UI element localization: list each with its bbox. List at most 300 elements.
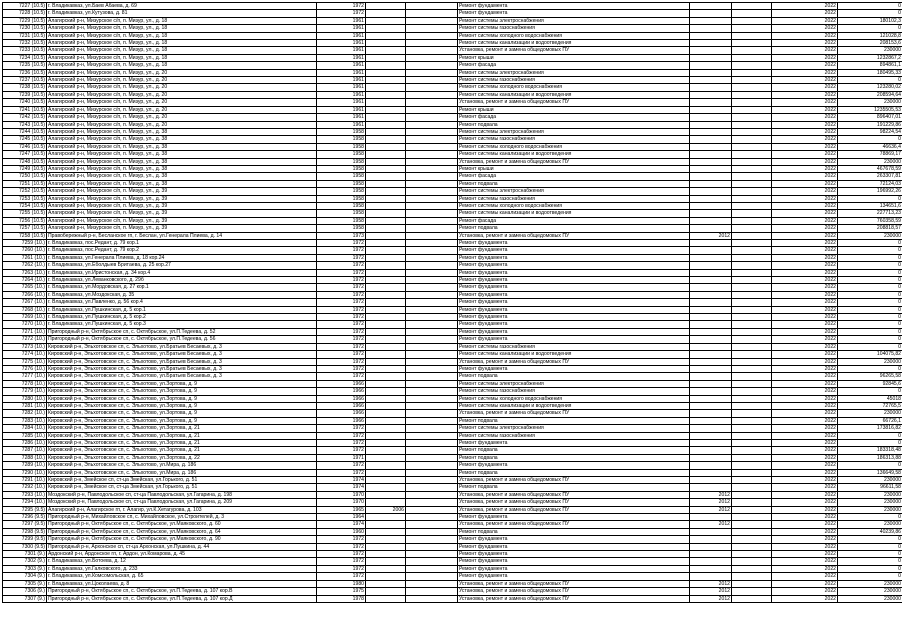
cost-cell: 123280,02 <box>838 84 903 91</box>
table-row <box>3 269 903 276</box>
blank-col-2-cell <box>732 180 772 187</box>
plan-year-cell: 2022 <box>772 328 838 335</box>
build-year-cell: 1972 <box>317 10 366 17</box>
build-year-cell: 1966 <box>317 410 366 417</box>
cost-cell: 183318,48 <box>838 447 903 454</box>
row-number-cell: 7273 (10.) <box>3 343 47 350</box>
reconstruction-year-cell <box>366 469 406 476</box>
cost-cell: 186313,88 <box>838 454 903 461</box>
build-year-cell: 1961 <box>317 99 366 106</box>
cost-cell: 230000 <box>838 358 903 365</box>
address-cell: Пригородный р-н, Октябрьское сп, с. Октябрьское, ул.П.Тедеева, д. 52 <box>47 328 317 335</box>
last-repair-year-cell <box>690 188 732 195</box>
build-year-cell: 1972 <box>317 240 366 247</box>
table-row <box>3 188 903 195</box>
address-cell: Кировский р-н, Эльхотовское сп, с. Эльхотово, ул.Братьев Бесаевых, д. 3 <box>47 365 317 372</box>
work-type-cell: Ремонт системы электроснабжения <box>458 128 690 135</box>
row-number-cell: 7271 (10.) <box>3 328 47 335</box>
row-number-cell: 7237 (10.5) <box>3 77 47 84</box>
blank-col-cell <box>406 158 458 165</box>
plan-year-cell: 2022 <box>772 54 838 61</box>
reconstruction-year-cell <box>366 269 406 276</box>
work-type-cell: Установка, ремонт и замена общедомовых ПУ <box>458 47 690 54</box>
last-repair-year-cell <box>690 380 732 387</box>
work-type-cell: Установка, ремонт и замена общедомовых ПУ <box>458 477 690 484</box>
blank-col-2-cell <box>732 314 772 321</box>
table-row <box>3 3 903 10</box>
last-repair-year-cell: 2012 <box>690 506 732 513</box>
work-type-cell: Установка, ремонт и замена общедомовых ПУ <box>458 158 690 165</box>
build-year-cell: 1980 <box>317 580 366 587</box>
blank-col-2-cell <box>732 343 772 350</box>
address-cell: Кировский р-н, Змейское сп, ст-ца Змейская, ул.Горького, д. 51 <box>47 484 317 491</box>
reconstruction-year-cell <box>366 180 406 187</box>
table-row <box>3 173 903 180</box>
plan-year-cell: 2022 <box>772 195 838 202</box>
work-type-cell: Ремонт системы холодного водоснабжения <box>458 202 690 209</box>
reconstruction-year-cell <box>366 3 406 10</box>
plan-year-cell: 2022 <box>772 114 838 121</box>
cost-cell: 0 <box>838 365 903 372</box>
work-type-cell: Установка, ремонт и замена общедомовых ПУ <box>458 491 690 498</box>
row-number-cell: 7306 (9.) <box>3 588 47 595</box>
row-number-cell: 7293 (10.) <box>3 491 47 498</box>
address-cell: Пригородный р-н, Архонское сп, ст-ца Архонская, ул.Пушкина, д. 44 <box>47 543 317 550</box>
work-type-cell: Ремонт фундамента <box>458 365 690 372</box>
reconstruction-year-cell <box>366 202 406 209</box>
table-row <box>3 10 903 17</box>
blank-col-2-cell <box>732 99 772 106</box>
blank-col-2-cell <box>732 299 772 306</box>
last-repair-year-cell <box>690 343 732 350</box>
blank-col-cell <box>406 306 458 313</box>
blank-col-cell <box>406 543 458 550</box>
cost-cell: 0 <box>838 269 903 276</box>
reconstruction-year-cell <box>366 551 406 558</box>
build-year-cell: 1958 <box>317 188 366 195</box>
cost-cell: 760358,59 <box>838 217 903 224</box>
cost-cell: 467678,59 <box>838 165 903 172</box>
blank-col-2-cell <box>732 151 772 158</box>
reconstruction-year-cell <box>366 558 406 565</box>
build-year-cell: 1972 <box>317 425 366 432</box>
build-year-cell: 1972 <box>317 291 366 298</box>
table-row <box>3 25 903 32</box>
reconstruction-year-cell <box>366 410 406 417</box>
address-cell: Алагирский р-н, Мизурское с/п, п. Мизур, ул., д. 20 <box>47 69 317 76</box>
build-year-cell: 1972 <box>317 277 366 284</box>
build-year-cell: 1958 <box>317 165 366 172</box>
address-cell: Кировский р-н, Эльхотовское сп, с. Эльхотово, ул.Зортова, д. 21 <box>47 439 317 446</box>
blank-col-cell <box>406 491 458 498</box>
work-type-cell: Ремонт системы канализации и водоотведения <box>458 351 690 358</box>
table-row <box>3 417 903 424</box>
table-row <box>3 121 903 128</box>
cost-cell: 208594,64 <box>838 91 903 98</box>
last-repair-year-cell <box>690 573 732 580</box>
address-cell: г. Владикавказ, ул.Леванковского, д. 29б <box>47 277 317 284</box>
address-cell: Кировский р-н, Змейское сп, ст-ца Змейская, ул.Горького, д. 51 <box>47 477 317 484</box>
blank-col-cell <box>406 121 458 128</box>
last-repair-year-cell <box>690 299 732 306</box>
plan-year-cell: 2022 <box>772 217 838 224</box>
cost-cell: 0 <box>838 536 903 543</box>
row-number-cell: 7274 (10.) <box>3 351 47 358</box>
blank-col-2-cell <box>732 573 772 580</box>
row-number-cell: 7258 (10.5) <box>3 232 47 239</box>
blank-col-2-cell <box>732 491 772 498</box>
cost-cell: 230000 <box>838 499 903 506</box>
blank-col-cell <box>406 62 458 69</box>
spreadsheet-page <box>2 2 902 605</box>
cost-cell: 72765,5 <box>838 402 903 409</box>
last-repair-year-cell <box>690 432 732 439</box>
blank-col-cell <box>406 469 458 476</box>
last-repair-year-cell <box>690 128 732 135</box>
address-cell: Алагирский р-н, Мизурское с/п, п. Мизур, ул., д. 18 <box>47 54 317 61</box>
address-cell: Кировский р-н, Эльхотовское сп, с. Эльхотово, ул.Зортова, д. 21 <box>47 432 317 439</box>
plan-year-cell: 2022 <box>772 595 838 602</box>
plan-year-cell: 2022 <box>772 40 838 47</box>
cost-cell: 0 <box>838 3 903 10</box>
last-repair-year-cell <box>690 99 732 106</box>
last-repair-year-cell <box>690 484 732 491</box>
reconstruction-year-cell <box>366 99 406 106</box>
cost-cell: 227713,23 <box>838 210 903 217</box>
cost-cell: 0 <box>838 439 903 446</box>
blank-col-cell <box>406 84 458 91</box>
work-type-cell: Ремонт подвала <box>458 417 690 424</box>
table-row <box>3 558 903 565</box>
row-number-cell: 7299 (9.5) <box>3 536 47 543</box>
blank-col-cell <box>406 439 458 446</box>
reconstruction-year-cell <box>366 314 406 321</box>
address-cell: Алагирский р-н, Мизурское с/п, п. Мизур, ул., д. 20 <box>47 114 317 121</box>
reconstruction-year-cell <box>366 158 406 165</box>
last-repair-year-cell <box>690 551 732 558</box>
cost-cell: 0 <box>838 336 903 343</box>
build-year-cell: 1961 <box>317 62 366 69</box>
row-number-cell: 7250 (10.5) <box>3 173 47 180</box>
blank-col-cell <box>406 247 458 254</box>
blank-col-cell <box>406 484 458 491</box>
last-repair-year-cell <box>690 262 732 269</box>
plan-year-cell: 2022 <box>772 491 838 498</box>
blank-col-cell <box>406 151 458 158</box>
plan-year-cell: 2022 <box>772 173 838 180</box>
plan-year-cell: 2022 <box>772 321 838 328</box>
row-number-cell: 7283 (10.) <box>3 417 47 424</box>
reconstruction-year-cell <box>366 128 406 135</box>
blank-col-cell <box>406 447 458 454</box>
table-row <box>3 358 903 365</box>
last-repair-year-cell <box>690 225 732 232</box>
row-number-cell: 7268 (10.) <box>3 306 47 313</box>
blank-col-2-cell <box>732 551 772 558</box>
table-row <box>3 402 903 409</box>
cost-cell: 0 <box>838 77 903 84</box>
blank-col-2-cell <box>732 358 772 365</box>
table-row <box>3 106 903 113</box>
row-number-cell: 7302 (9.) <box>3 558 47 565</box>
blank-col-cell <box>406 54 458 61</box>
address-cell: Алагирский р-н, Мизурское с/п, п. Мизур, ул., д. 20 <box>47 91 317 98</box>
table-row <box>3 136 903 143</box>
blank-col-cell <box>406 254 458 261</box>
build-year-cell: 1972 <box>317 314 366 321</box>
table-row <box>3 69 903 76</box>
blank-col-cell <box>406 240 458 247</box>
plan-year-cell: 2022 <box>772 269 838 276</box>
table-row <box>3 336 903 343</box>
cost-cell: 896407,01 <box>838 114 903 121</box>
table-row <box>3 454 903 461</box>
work-type-cell: Ремонт фундамента <box>458 336 690 343</box>
cost-cell: 230000 <box>838 158 903 165</box>
row-number-cell: 7272 (10.) <box>3 336 47 343</box>
plan-year-cell: 2022 <box>772 240 838 247</box>
last-repair-year-cell <box>690 447 732 454</box>
address-cell: Алагирский р-н, Мизурское с/п, п. Мизур, ул., д. 39 <box>47 202 317 209</box>
reconstruction-year-cell <box>366 143 406 150</box>
row-number-cell: 7229 (10.5) <box>3 17 47 24</box>
blank-col-cell <box>406 365 458 372</box>
plan-year-cell: 2022 <box>772 210 838 217</box>
cost-cell: 46636,4 <box>838 143 903 150</box>
blank-col-cell <box>406 232 458 239</box>
address-cell: Кировский р-н, Эльхотовское сп, с. Эльхотово, ул.Братьев Бесаевых, д. 3 <box>47 351 317 358</box>
table-row <box>3 151 903 158</box>
blank-col-cell <box>406 573 458 580</box>
cost-cell: 191229,86 <box>838 121 903 128</box>
work-type-cell: Ремонт фундамента <box>458 543 690 550</box>
work-type-cell: Ремонт фундамента <box>458 254 690 261</box>
last-repair-year-cell: 2012 <box>690 595 732 602</box>
table-body <box>3 3 903 603</box>
last-repair-year-cell <box>690 240 732 247</box>
blank-col-cell <box>406 69 458 76</box>
cost-cell: 180495,33 <box>838 69 903 76</box>
blank-col-2-cell <box>732 306 772 313</box>
address-cell: Алагирский р-н, Мизурское с/п, п. Мизур, ул., д. 39 <box>47 195 317 202</box>
work-type-cell: Ремонт крыши <box>458 165 690 172</box>
blank-col-cell <box>406 180 458 187</box>
cost-cell: 0 <box>838 247 903 254</box>
cost-cell: 230000 <box>838 580 903 587</box>
plan-year-cell: 2022 <box>772 10 838 17</box>
blank-col-cell <box>406 336 458 343</box>
blank-col-2-cell <box>732 277 772 284</box>
build-year-cell: 1978 <box>317 595 366 602</box>
table-row <box>3 484 903 491</box>
blank-col-2-cell <box>732 254 772 261</box>
blank-col-2-cell <box>732 17 772 24</box>
table-row <box>3 180 903 187</box>
cost-cell: 121028,8 <box>838 32 903 39</box>
plan-year-cell: 2022 <box>772 365 838 372</box>
table-row <box>3 536 903 543</box>
row-number-cell: 7248 (10.5) <box>3 158 47 165</box>
table-row <box>3 388 903 395</box>
blank-col-2-cell <box>732 336 772 343</box>
blank-col-2-cell <box>732 558 772 565</box>
blank-col-2-cell <box>732 77 772 84</box>
work-type-cell: Ремонт фундамента <box>458 514 690 521</box>
blank-col-cell <box>406 269 458 276</box>
work-type-cell: Ремонт фундамента <box>458 321 690 328</box>
blank-col-cell <box>406 225 458 232</box>
blank-col-2-cell <box>732 10 772 17</box>
table-row <box>3 262 903 269</box>
build-year-cell: 1972 <box>317 432 366 439</box>
cost-cell: 0 <box>838 551 903 558</box>
table-row <box>3 432 903 439</box>
blank-col-2-cell <box>732 84 772 91</box>
blank-col-cell <box>406 114 458 121</box>
row-number-cell: 7270 (10.) <box>3 321 47 328</box>
work-type-cell: Ремонт системы газоснабжения <box>458 77 690 84</box>
row-number-cell: 7232 (10.5) <box>3 40 47 47</box>
cost-cell: 0 <box>838 462 903 469</box>
work-type-cell: Ремонт системы газоснабжения <box>458 136 690 143</box>
table-row <box>3 573 903 580</box>
plan-year-cell: 2022 <box>772 84 838 91</box>
work-type-cell: Ремонт фундамента <box>458 558 690 565</box>
last-repair-year-cell <box>690 121 732 128</box>
blank-col-cell <box>406 462 458 469</box>
blank-col-cell <box>406 128 458 135</box>
reconstruction-year-cell <box>366 462 406 469</box>
blank-col-2-cell <box>732 69 772 76</box>
cost-cell: 0 <box>838 25 903 32</box>
last-repair-year-cell <box>690 417 732 424</box>
build-year-cell: 1975 <box>317 588 366 595</box>
table-row <box>3 277 903 284</box>
last-repair-year-cell <box>690 536 732 543</box>
build-year-cell: 1958 <box>317 195 366 202</box>
work-type-cell: Ремонт фундамента <box>458 262 690 269</box>
build-year-cell: 1972 <box>317 373 366 380</box>
last-repair-year-cell: 2012 <box>690 499 732 506</box>
build-year-cell: 1958 <box>317 173 366 180</box>
blank-col-cell <box>406 417 458 424</box>
plan-year-cell: 2022 <box>772 388 838 395</box>
cost-cell: 0 <box>838 343 903 350</box>
cost-cell: 230000 <box>838 491 903 498</box>
row-number-cell: 7254 (10.5) <box>3 202 47 209</box>
plan-year-cell: 2022 <box>772 314 838 321</box>
last-repair-year-cell <box>690 462 732 469</box>
build-year-cell: 1974 <box>317 477 366 484</box>
reconstruction-year-cell <box>366 365 406 372</box>
cost-cell: 0 <box>838 10 903 17</box>
build-year-cell: 1958 <box>317 128 366 135</box>
plan-year-cell: 2022 <box>772 536 838 543</box>
last-repair-year-cell <box>690 180 732 187</box>
work-type-cell: Ремонт системы газоснабжения <box>458 343 690 350</box>
row-number-cell: 7255 (10.5) <box>3 210 47 217</box>
work-type-cell: Установка, ремонт и замена общедомовых ПУ <box>458 410 690 417</box>
cost-cell: 134651,6 <box>838 202 903 209</box>
plan-year-cell: 2022 <box>772 573 838 580</box>
cost-cell: 196992,26 <box>838 188 903 195</box>
row-number-cell: 7267 (10.) <box>3 299 47 306</box>
address-cell: Алагирский р-н, Мизурское с/п, п. Мизур, ул., д. 38 <box>47 158 317 165</box>
row-number-cell: 7246 (10.5) <box>3 143 47 150</box>
plan-year-cell: 2022 <box>772 180 838 187</box>
work-type-cell: Ремонт крыши <box>458 106 690 113</box>
cost-cell: 92845,6 <box>838 380 903 387</box>
reconstruction-year-cell <box>366 484 406 491</box>
build-year-cell: 1972 <box>317 536 366 543</box>
cost-cell: 230000 <box>838 588 903 595</box>
plan-year-cell: 2022 <box>772 336 838 343</box>
work-type-cell: Установка, ремонт и замена общедомовых ПУ <box>458 232 690 239</box>
table-row <box>3 439 903 446</box>
work-type-cell: Ремонт фундамента <box>458 573 690 580</box>
reconstruction-year-cell <box>366 91 406 98</box>
last-repair-year-cell <box>690 358 732 365</box>
row-number-cell: 7228 (10.5) <box>3 10 47 17</box>
work-type-cell: Ремонт фундамента <box>458 551 690 558</box>
blank-col-cell <box>406 499 458 506</box>
table-row <box>3 62 903 69</box>
address-cell: Кировский р-н, Эльхотовское сп, с. Эльхотово, ул.Мира, д. 186 <box>47 462 317 469</box>
blank-col-cell <box>406 91 458 98</box>
last-repair-year-cell <box>690 10 732 17</box>
reconstruction-year-cell <box>366 388 406 395</box>
build-year-cell: 1958 <box>317 217 366 224</box>
work-type-cell: Ремонт системы электроснабжения <box>458 69 690 76</box>
plan-year-cell: 2022 <box>772 499 838 506</box>
address-cell: Алагирский р-н, Мизурское с/п, п. Мизур, ул., д. 20 <box>47 77 317 84</box>
table-row <box>3 380 903 387</box>
plan-year-cell: 2022 <box>772 254 838 261</box>
work-type-cell: Установка, ремонт и замена общедомовых ПУ <box>458 99 690 106</box>
row-number-cell: 7276 (10.) <box>3 365 47 372</box>
blank-col-cell <box>406 262 458 269</box>
plan-year-cell: 2022 <box>772 528 838 535</box>
reconstruction-year-cell <box>366 439 406 446</box>
last-repair-year-cell <box>690 351 732 358</box>
row-number-cell: 7294 (10.) <box>3 499 47 506</box>
row-number-cell: 7256 (10.5) <box>3 217 47 224</box>
table-row <box>3 143 903 150</box>
blank-col-2-cell <box>732 3 772 10</box>
reconstruction-year-cell <box>366 491 406 498</box>
address-cell: Алагирский р-н, Мизурское с/п, п. Мизур, ул., д. 38 <box>47 143 317 150</box>
row-number-cell: 7249 (10.5) <box>3 165 47 172</box>
plan-year-cell: 2022 <box>772 62 838 69</box>
blank-col-2-cell <box>732 91 772 98</box>
blank-col-cell <box>406 143 458 150</box>
table-row <box>3 225 903 232</box>
cost-cell: 0 <box>838 299 903 306</box>
row-number-cell: 7277 (10.) <box>3 373 47 380</box>
row-number-cell: 7289 (10.) <box>3 462 47 469</box>
build-year-cell: 1974 <box>317 521 366 528</box>
reconstruction-year-cell <box>366 210 406 217</box>
table-row <box>3 84 903 91</box>
last-repair-year-cell <box>690 143 732 150</box>
reconstruction-year-cell <box>366 402 406 409</box>
address-cell: Кировский р-н, Эльхотовское сп, с. Эльхотово, ул.Зортова, д. 21 <box>47 425 317 432</box>
blank-col-cell <box>406 17 458 24</box>
blank-col-cell <box>406 10 458 17</box>
build-year-cell: 1966 <box>317 388 366 395</box>
row-number-cell: 7247 (10.5) <box>3 151 47 158</box>
plan-year-cell: 2022 <box>772 247 838 254</box>
